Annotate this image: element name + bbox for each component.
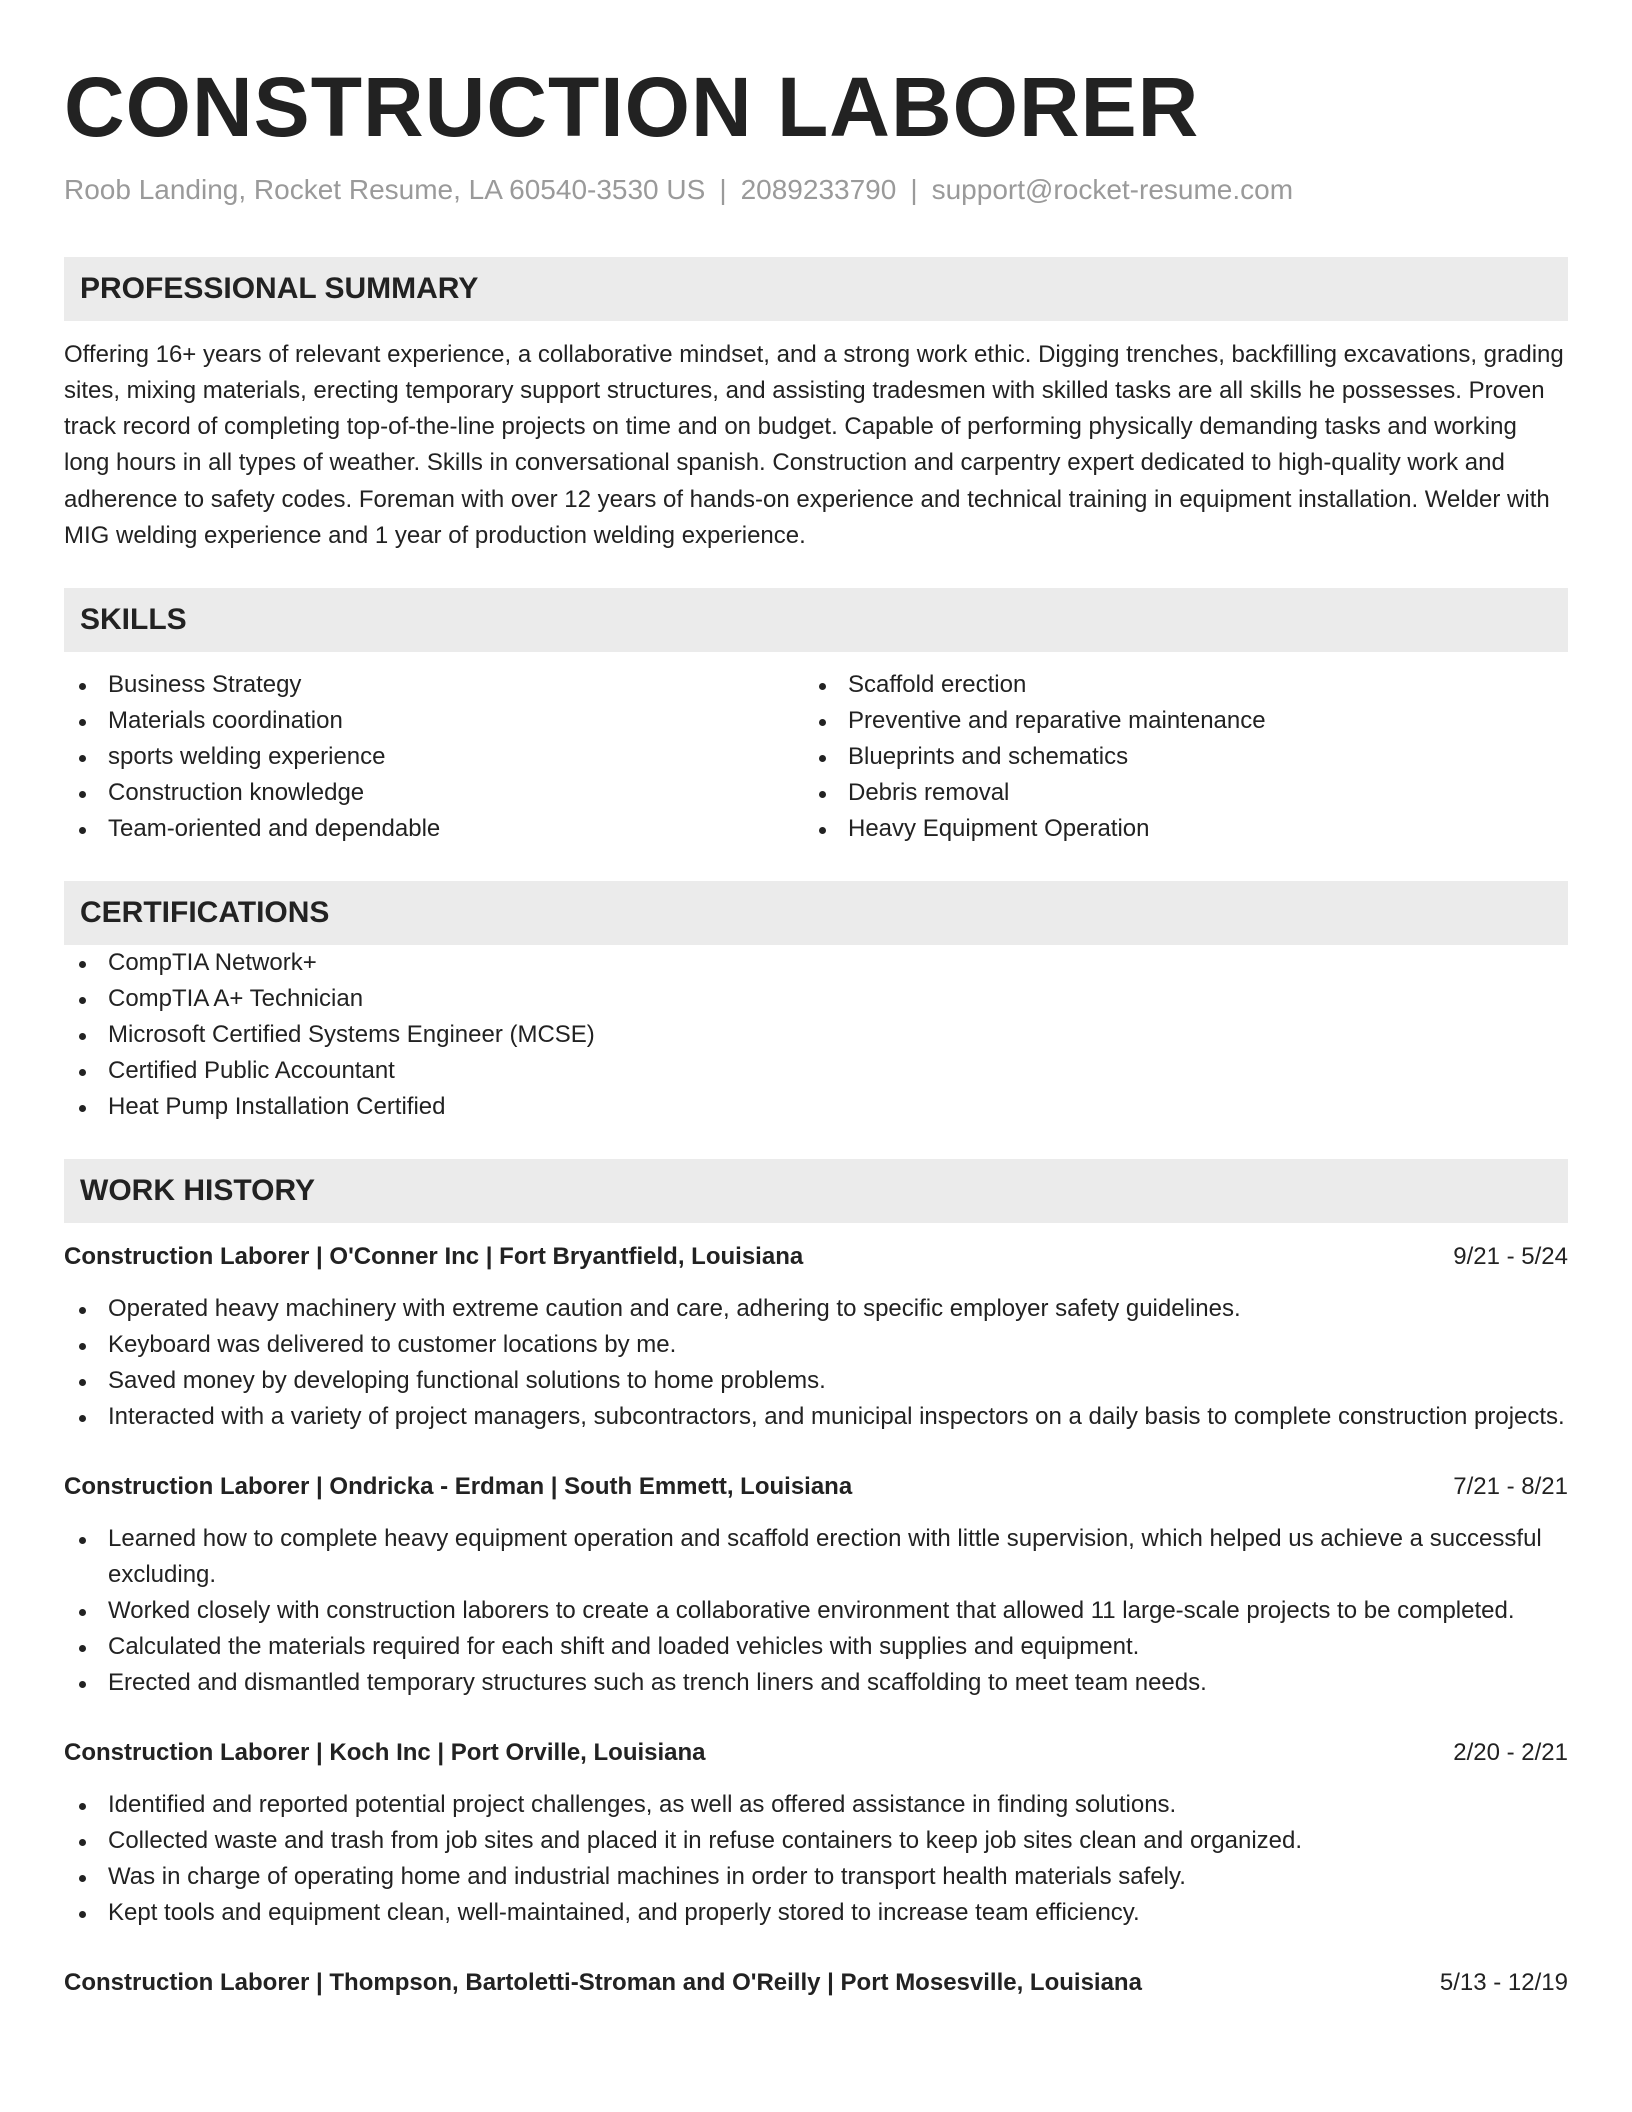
contact-email: support@rocket-resume.com xyxy=(931,174,1294,205)
job-dates: 2/20 - 2/21 xyxy=(1453,1739,1568,1767)
skill-item: Preventive and reparative maintenance xyxy=(804,703,1544,739)
job-title: Construction Laborer | Thompson, Bartoletti-Stroman and O'Reilly | Port Mosesville, Louisiana xyxy=(64,1969,1142,1997)
job-entry xyxy=(64,1965,1568,2001)
job-dates: 5/13 - 12/19 xyxy=(1439,1969,1568,1997)
job-bullet: Kept tools and equipment clean, well-maintained, and properly stored to increase team efficiency. xyxy=(64,1895,1568,1931)
certification-item: CompTIA A+ Technician xyxy=(64,981,1568,1017)
job-bullet: Erected and dismantled temporary structures such as trench liners and scaffolding to meet team needs. xyxy=(64,1665,1568,1701)
contact-separator: | xyxy=(719,174,727,205)
skill-item: Blueprints and schematics xyxy=(804,739,1544,775)
job-bullet: Calculated the materials required for each shift and loaded vehicles with supplies and equipment. xyxy=(64,1629,1568,1665)
skills-column-left xyxy=(64,667,804,847)
skill-item: Construction knowledge xyxy=(64,775,804,811)
contact-address: Roob Landing, Rocket Resume, LA 60540-3530 US xyxy=(64,174,706,205)
job-bullet: Was in charge of operating home and industrial machines in order to transport health materials safely. xyxy=(64,1859,1568,1895)
job-entry xyxy=(64,1239,1568,1435)
skill-item: Materials coordination xyxy=(64,703,804,739)
skill-item: Team-oriented and dependable xyxy=(64,811,804,847)
certifications-list xyxy=(64,945,1568,1125)
skill-item: Scaffold erection xyxy=(804,667,1544,703)
job-bullet: Learned how to complete heavy equipment operation and scaffold erection with little supervision, which helped us achieve a successful excluding. xyxy=(64,1521,1568,1593)
certifications-heading: CERTIFICATIONS xyxy=(64,881,1568,945)
job-bullet: Collected waste and trash from job sites and placed it in refuse containers to keep job sites clean and organized. xyxy=(64,1823,1568,1859)
job-bullet: Interacted with a variety of project managers, subcontractors, and municipal inspectors on a daily basis to complete construction projects. xyxy=(64,1399,1568,1435)
skills-column-right xyxy=(804,667,1544,847)
job-bullets xyxy=(64,1291,1568,1435)
job-bullet: Keyboard was delivered to customer locations by me. xyxy=(64,1327,1568,1363)
certification-item: Heat Pump Installation Certified xyxy=(64,1089,1568,1125)
job-dates: 7/21 - 8/21 xyxy=(1453,1473,1568,1501)
job-dates: 9/21 - 5/24 xyxy=(1453,1243,1568,1271)
job-bullet: Identified and reported potential project challenges, as well as offered assistance in finding solutions. xyxy=(64,1787,1568,1823)
job-header xyxy=(64,1469,1568,1505)
skill-item: Business Strategy xyxy=(64,667,804,703)
job-bullet: Worked closely with construction laborers to create a collaborative environment that allowed 11 large-scale projects to be completed. xyxy=(64,1593,1568,1629)
work-history-heading: WORK HISTORY xyxy=(64,1159,1568,1223)
certification-item: Microsoft Certified Systems Engineer (MCSE) xyxy=(64,1017,1568,1053)
job-bullet: Saved money by developing functional solutions to home problems. xyxy=(64,1363,1568,1399)
job-title: Construction Laborer | Koch Inc | Port Orville, Louisiana xyxy=(64,1739,706,1767)
job-header xyxy=(64,1735,1568,1771)
job-entry xyxy=(64,1735,1568,1931)
job-bullets xyxy=(64,1787,1568,1931)
job-entry xyxy=(64,1469,1568,1701)
job-header xyxy=(64,1965,1568,2001)
contact-phone: 2089233790 xyxy=(740,174,897,205)
job-title: Construction Laborer | O'Conner Inc | Fort Bryantfield, Louisiana xyxy=(64,1243,804,1271)
skills-heading: SKILLS xyxy=(64,588,1568,652)
job-title: Construction Laborer | Ondricka - Erdman | South Emmett, Louisiana xyxy=(64,1473,853,1501)
job-bullets xyxy=(64,1521,1568,1701)
skill-item: Heavy Equipment Operation xyxy=(804,811,1544,847)
job-header xyxy=(64,1239,1568,1275)
skill-item: Debris removal xyxy=(804,775,1544,811)
contact-line xyxy=(64,173,1568,207)
contact-separator: | xyxy=(910,174,918,205)
candidate-title: CONSTRUCTION LABORER xyxy=(64,60,1200,154)
summary-heading: PROFESSIONAL SUMMARY xyxy=(64,257,1568,321)
certification-item: CompTIA Network+ xyxy=(64,945,1568,981)
certification-item: Certified Public Accountant xyxy=(64,1053,1568,1089)
skills-list xyxy=(64,667,1568,847)
summary-text: Offering 16+ years of relevant experience, a collaborative mindset, and a strong work ethic. Digging trenches, backfilling excavations, grading sites, mixing materials, erecting temporary support structures, and assisting tradesmen with skilled tasks are all skills he possesses. Proven track record of completing top-of-the-line projects on time and on budget. Capable of performing physically demanding tasks and working long hours in all types of weather. Skills in conversational spanish. Construction and carpentry expert dedicated to high-quality work and adherence to safety codes. Foreman with over 12 years of hands-on experience and technical training in equipment installation. Welder with MIG welding experience and 1 year of production welding experience. xyxy=(64,340,1564,550)
job-bullet: Operated heavy machinery with extreme caution and care, adhering to specific employer safety guidelines. xyxy=(64,1291,1568,1327)
skill-item: sports welding experience xyxy=(64,739,804,775)
